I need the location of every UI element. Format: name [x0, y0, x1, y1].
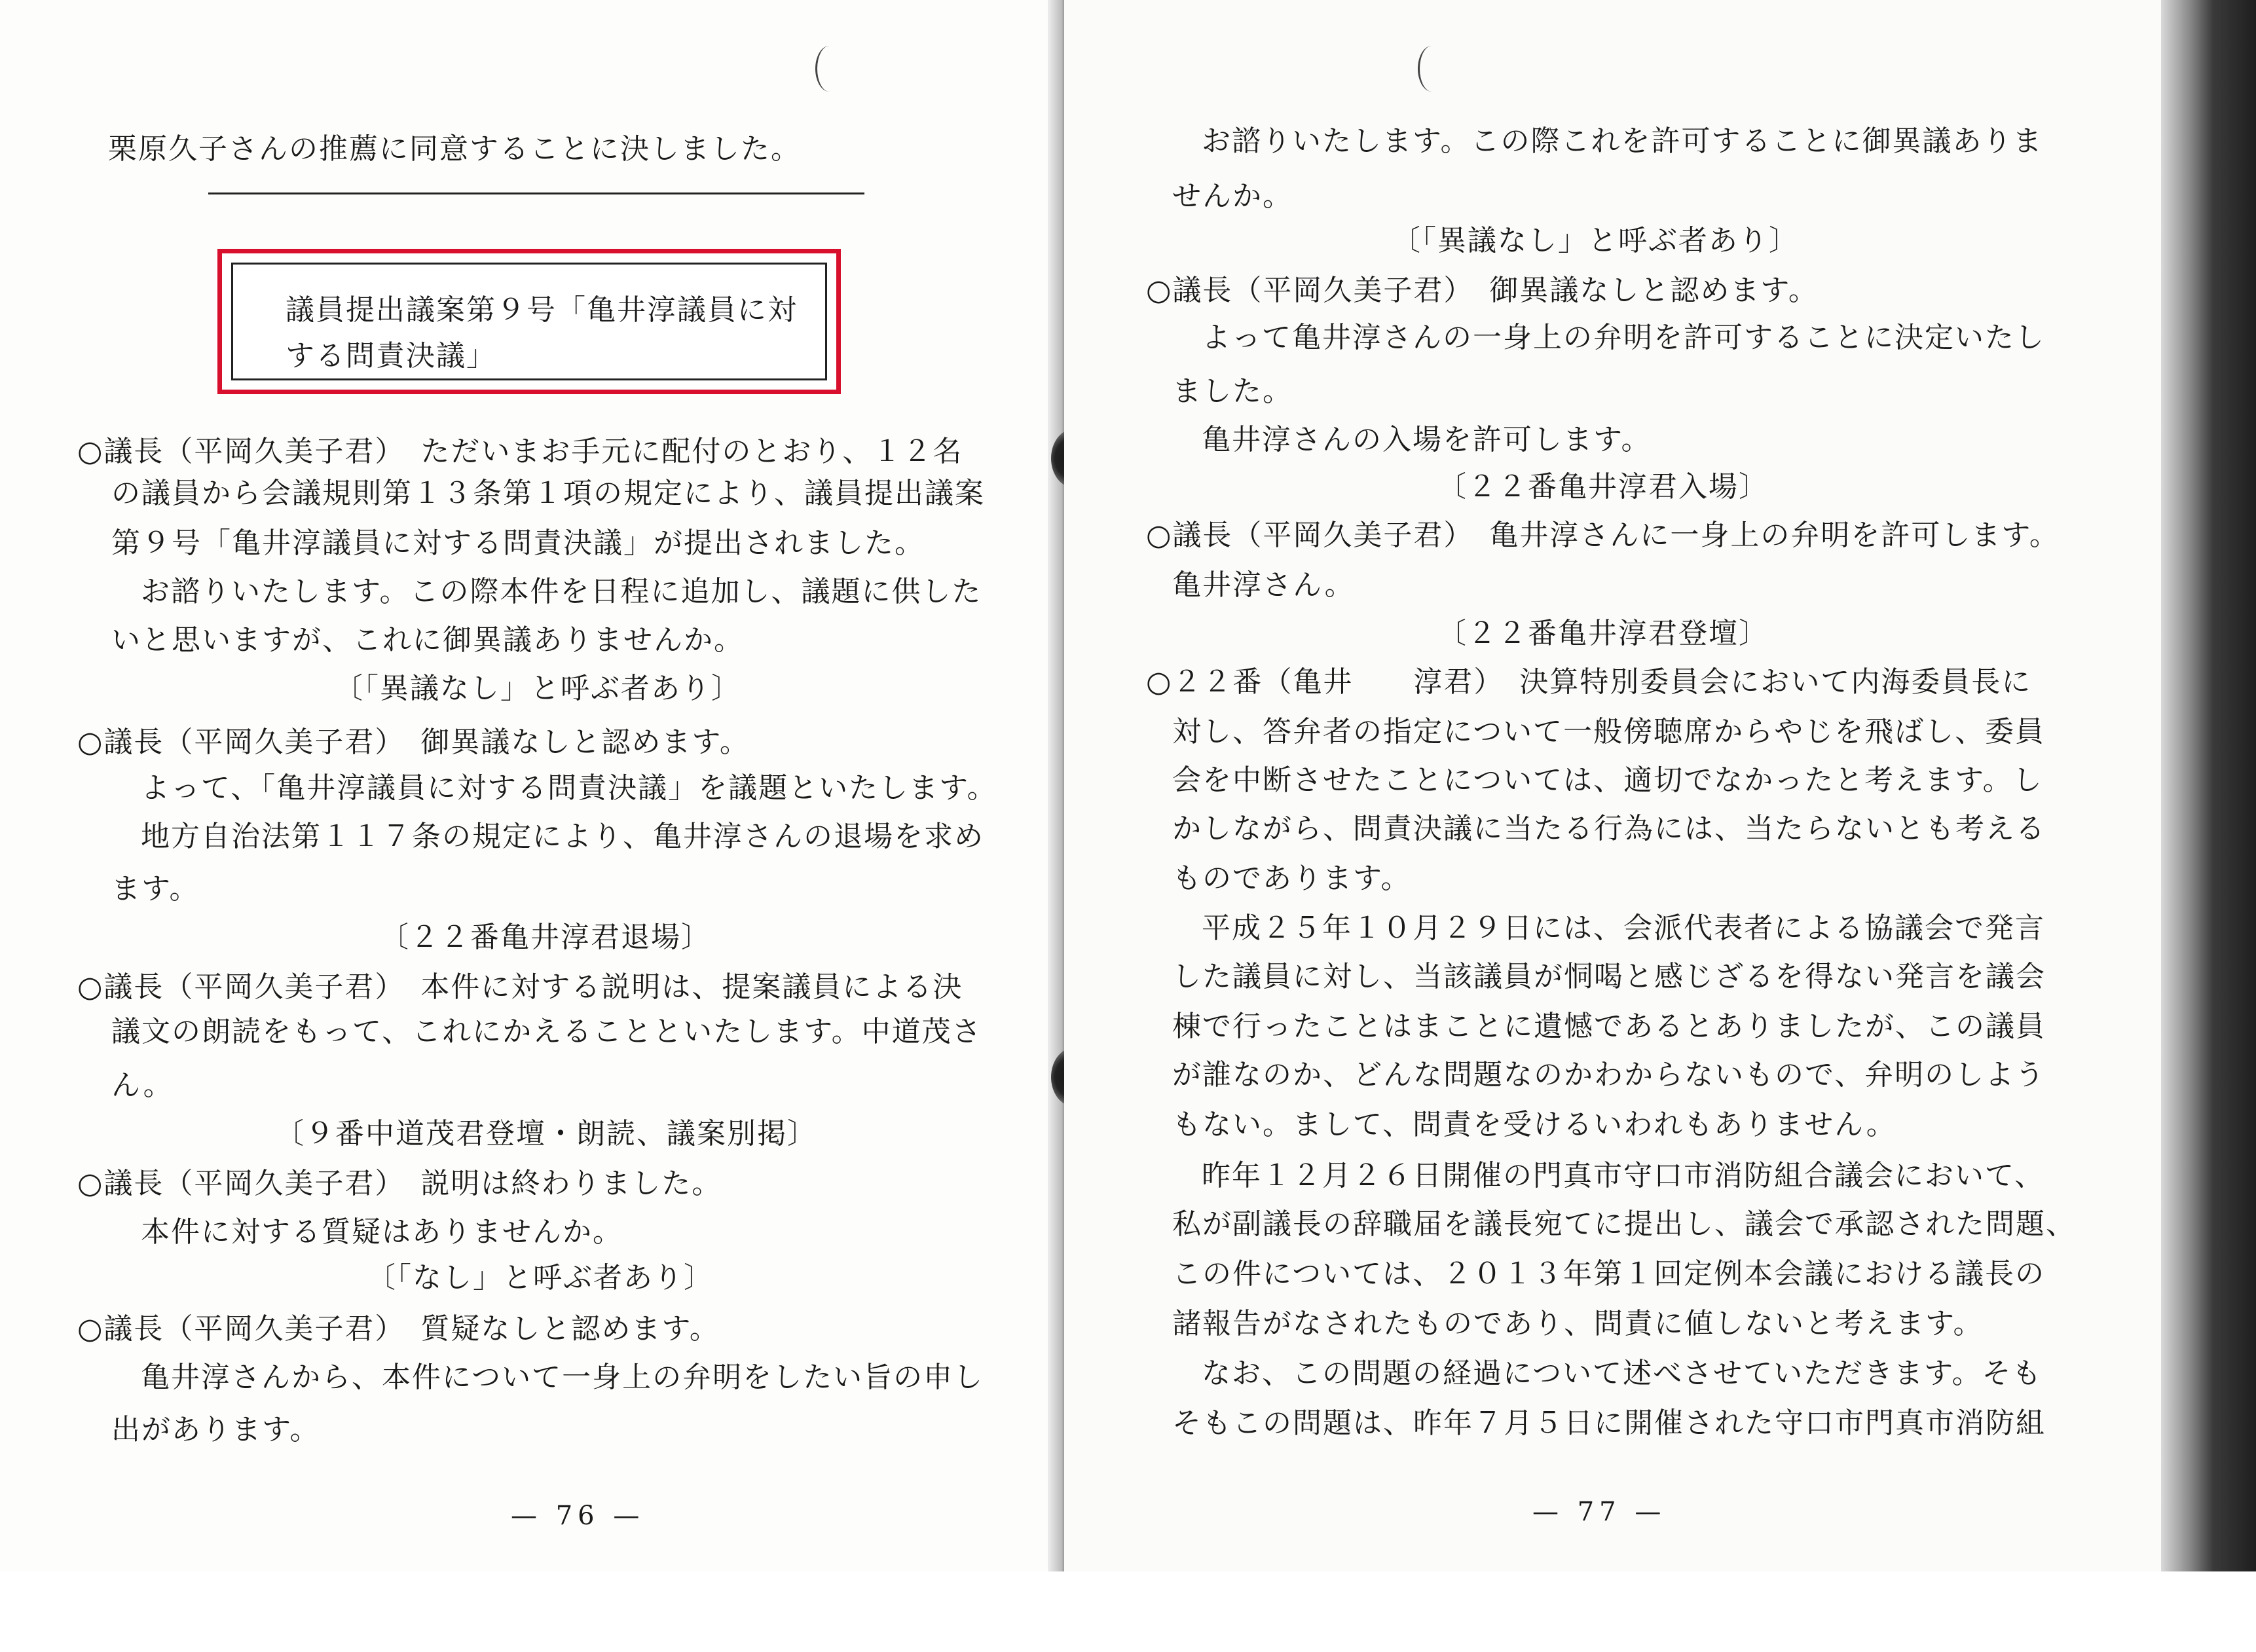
text-line: ○議長（平岡久美子君） 質疑なしと認めます。: [77, 1312, 720, 1346]
page-mark: [815, 46, 843, 92]
stage-direction: 〔２２番亀井淳君入場〕: [1437, 470, 1769, 504]
text-line: 棟で行ったことはまことに遺憾であるとありましたが、この議員: [1172, 1010, 2046, 1043]
text-line: 平成２５年１０月２９日には、会派代表者による協議会で発言: [1202, 911, 2045, 945]
text-line: 対し、答弁者の指定について一般傍聴席からやじを飛ばし、委員: [1172, 715, 2046, 748]
stage-direction: 〔２２番亀井淳君登壇〕: [1437, 617, 1769, 650]
text-line: 会を中断させたことについては、適切でなかったと考えます。し: [1172, 763, 2043, 797]
scan-shadow-edge: [2161, 0, 2256, 1571]
agenda-inner-frame: [231, 263, 827, 380]
text-line: いと思いますが、これに御異議ありませんか。: [111, 623, 744, 657]
stage-direction: 〔２２番亀井淳君退場〕: [380, 921, 711, 954]
text-line: ものであります。: [1172, 862, 1411, 895]
text-line: そもこの問題は、昨年７月５日に開催された守口市門真市消防組: [1172, 1406, 2046, 1440]
text-line: ○議長（平岡久美子君） 本件に対する説明は、提案議員による決: [77, 970, 963, 1004]
text-line: 亀井淳さんの入場を許可します。: [1202, 423, 1652, 456]
text-line: 亀井淳さん。: [1172, 568, 1355, 602]
text-line: せんか。: [1172, 179, 1293, 213]
text-line: かしながら、問責決議に当たる行為には、当たらないとも考える: [1172, 812, 2046, 845]
agenda-title-line-2: する問責決議」: [286, 339, 496, 373]
stage-direction: 〔９番中道茂君登壇・朗読、議案別掲〕: [275, 1117, 817, 1150]
text-line: よって亀井淳さんの一身上の弁明を許可することに決定いたし: [1202, 321, 2045, 354]
text-line: 私が副議長の辞職届を議長宛てに提出し、議会で承認された問題、: [1172, 1207, 2076, 1241]
stage-direction: 〔「なし」と呼ぶ者あり〕: [367, 1261, 714, 1294]
text-line: 諸報告がなされたものであり、問責に値しないと考えます。: [1172, 1307, 1984, 1340]
text-line: 出があります。: [111, 1413, 320, 1446]
text-line: お諮りいたします。この際これを許可することに御異議ありま: [1202, 124, 2043, 158]
stage-direction: 〔「異議なし」と呼ぶ者あり〕: [1392, 224, 1799, 257]
closing-line: 栗原久子さんの推薦に同意することに決しました。: [108, 132, 801, 166]
agenda-title-box: [217, 249, 841, 394]
text-line: ○議長（平岡久美子君） ただいまお手元に配付のとおり、１２名: [77, 435, 963, 468]
agenda-title-line-1: 議員提出議案第９号「亀井淳議員に対: [286, 293, 798, 327]
text-line: よって、「亀井淳議員に対する問責決議」を議題といたします。: [141, 771, 997, 805]
right-page: [1064, 0, 2174, 1571]
text-line: 地方自治法第１１７条の規定により、亀井淳さんの退場を求め: [141, 820, 984, 853]
text-line: ん。: [111, 1069, 174, 1102]
text-line: 亀井淳さんから、本件について一身上の弁明をしたい旨の申し: [141, 1361, 984, 1394]
text-line: 第９号「亀井淳議員に対する問責決議」が提出されました。: [111, 526, 925, 560]
page-mark: [1418, 46, 1446, 92]
text-line: ○議長（平岡久美子君） 御異議なしと認めます。: [77, 725, 750, 759]
section-rule: [208, 193, 864, 194]
text-line: なお、この問題の経過について述べさせていただきます。そも: [1202, 1357, 2043, 1390]
text-line: この件については、２０１３年第１回定例本会議における議長の: [1172, 1257, 2046, 1291]
text-line: した議員に対し、当該議員が恫喝と感じざるを得ない発言を議会: [1172, 960, 2046, 993]
text-line: もない。まして、問責を受けるいわれもありません。: [1172, 1108, 1896, 1141]
text-line: の議員から会議規則第１３条第１項の規定により、議員提出議案: [111, 477, 985, 510]
text-line: 議文の朗読をもって、これにかえることといたします。中道茂さ: [111, 1015, 982, 1048]
text-line: お諮りいたします。この際本件を日程に追加し、議題に供した: [141, 575, 982, 608]
page-number: — 77 —: [1532, 1497, 1667, 1527]
text-line: 本件に対する質疑はありませんか。: [141, 1215, 623, 1249]
scan-margin: [0, 1571, 2256, 1652]
page-number: — 76 —: [511, 1501, 645, 1531]
text-line: ました。: [1172, 375, 1293, 408]
text-line: ○２２番（亀井 淳君） 決算特別委員会において内海委員長に: [1146, 665, 2032, 699]
text-line: ○議長（平岡久美子君） 説明は終わりました。: [77, 1167, 722, 1200]
stage-direction: 〔「異議なし」と呼ぶ者あり〕: [334, 672, 741, 705]
left-page: [0, 0, 1058, 1571]
text-line: 昨年１２月２６日開催の門真市守口市消防組合議会において、: [1202, 1159, 2045, 1192]
text-line: ○議長（平岡久美子君） 御異議なしと認めます。: [1146, 274, 1819, 307]
text-line: ○議長（平岡久美子君） 亀井淳さんに一身上の弁明を許可します。: [1146, 519, 2060, 552]
text-line: ます。: [111, 872, 200, 906]
text-line: が誰なのか、どんな問題なのかわからないもので、弁明のしよう: [1172, 1058, 2046, 1092]
